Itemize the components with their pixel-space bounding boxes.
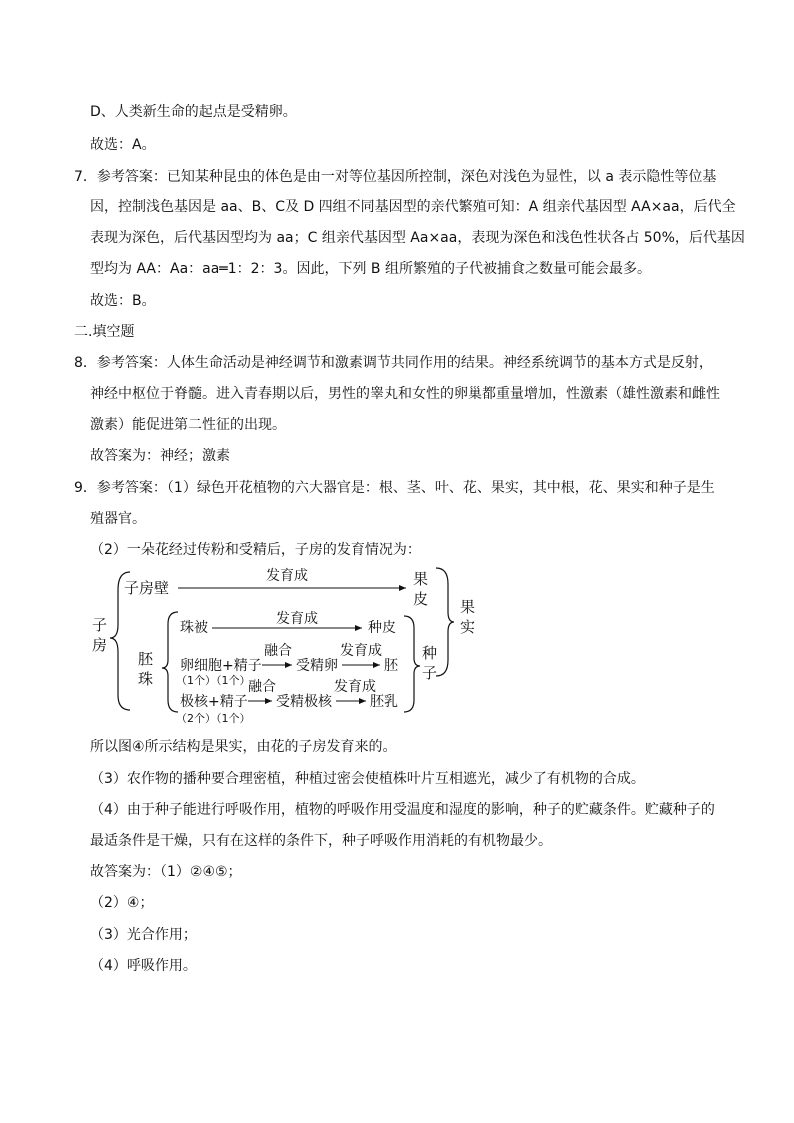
ovary-development-diagram — [88, 560, 508, 730]
q9-line-2: 殖器官。 — [90, 511, 146, 527]
section-title: 二.填空题 — [74, 324, 135, 340]
q9-after-diagram: 所以图④所示结构是果实，由花的子房发育来的。 — [90, 739, 397, 755]
q8-answer: 故答案为：神经；激素 — [90, 448, 230, 464]
q7-line-3: 表现为深色，后代基因型均为 aa；C 组亲代基因型 Aa×aa，表现为深色和浅色性状各占 50%，后代基因 — [90, 230, 745, 246]
brace-ovule — [162, 612, 178, 712]
q7-line-2: 因，控制浅色基因是 aa、B、C及 D 四组不同基因型的亲代繁殖可知：A 组亲代基因型 AA×aa，后代全 — [90, 199, 736, 215]
q7-line-4: 型均为 AA：Aa：aa═1：2：3。因此，下列 B 组所繁殖的子代被捕食之数量可能会最多。 — [90, 261, 651, 277]
q9-part-4-line-2: 最适条件是干燥，只有在这样的条件下，种子呼吸作用消耗的有机物最少。 — [90, 833, 552, 849]
q7-choice: 故选：B。 — [90, 293, 156, 309]
q8-line-2: 神经中枢位于脊髓。进入青春期以后，男性的睾丸和女性的卵巢都重量增加，性激素（雄性激素和雌性 — [90, 386, 720, 402]
label-pericarp-2: 皮 — [413, 590, 429, 608]
q9-part-4-line-1: （4）由于种子能进行呼吸作用，植物的呼吸作用受温度和湿度的影响，种子的贮藏条件。贮藏种子的 — [90, 802, 715, 818]
brace-seed — [404, 616, 420, 712]
label-ovule-2: 珠 — [138, 670, 154, 688]
label-ovary-1: 子 — [92, 616, 108, 634]
label-counts-1: （1个）（1个） — [176, 674, 251, 687]
label-zygote: 受精卵 — [296, 658, 338, 674]
label-counts-2: （2个）（1个） — [176, 712, 251, 725]
label-ovary-2: 房 — [92, 636, 108, 654]
label-develops-1: 发育成 — [266, 568, 308, 584]
label-fertilized-polar: 受精极核 — [276, 694, 332, 710]
label-fuse-2: 融合 — [248, 679, 276, 695]
q9-answer-3: （3）光合作用； — [90, 927, 197, 943]
label-fruit-2: 实 — [460, 618, 476, 636]
label-seed-2: 子 — [422, 664, 438, 682]
brace-fruit — [436, 568, 454, 676]
label-seed-coat: 种皮 — [368, 620, 396, 636]
q9-answer-2: （2）④； — [90, 895, 154, 911]
label-endosperm: 胚乳 — [370, 694, 398, 710]
q9-line-1: 9．参考答案：（1）绿色开花植物的六大器官是：根、茎、叶、花、果实，其中根，花、果实和种子是生 — [74, 480, 715, 496]
label-ovary-wall: 子房壁 — [124, 579, 170, 597]
q9-part-3: （3）农作物的播种要合理密植，种植过密会使植株叶片互相遮光，减少了有机物的合成。 — [90, 771, 645, 787]
label-develops-2: 发育成 — [276, 611, 318, 627]
label-embryo: 胚 — [384, 658, 398, 674]
label-pericarp-1: 果 — [413, 570, 429, 588]
label-polar-sperm: 极核+精子 — [180, 694, 248, 710]
d-option-text: D、人类新生命的起点是受精卵。 — [90, 104, 297, 120]
label-egg-sperm: 卵细胞+精子 — [180, 658, 262, 674]
q9-line-3: （2）一朵花经过传粉和受精后，子房的发育情况为： — [90, 542, 421, 558]
label-fuse-1: 融合 — [264, 643, 292, 659]
label-ovule-1: 胚 — [138, 650, 154, 668]
label-develops-4: 发育成 — [334, 679, 376, 695]
label-integument: 珠被 — [180, 620, 208, 636]
q8-line-1: 8．参考答案：人体生命活动是神经调节和激素调节共同作用的结果。神经系统调节的基本方式是反射， — [74, 355, 713, 371]
q9-answer-4: （4）呼吸作用。 — [90, 958, 197, 974]
label-develops-3: 发育成 — [340, 643, 382, 659]
q6-choice: 故选：A。 — [90, 137, 156, 153]
label-seed-1: 种 — [422, 644, 438, 662]
q7-line-1: 7．参考答案：已知某种昆虫的体色是由一对等位基因所控制，深色对浅色为显性，以 a 表示隐性等位基 — [74, 169, 717, 185]
q8-line-3: 激素）能促进第二性征的出现。 — [90, 417, 286, 433]
q9-answer-1: 故答案为：（1）②④⑤； — [90, 864, 242, 880]
label-fruit-1: 果 — [460, 598, 476, 616]
